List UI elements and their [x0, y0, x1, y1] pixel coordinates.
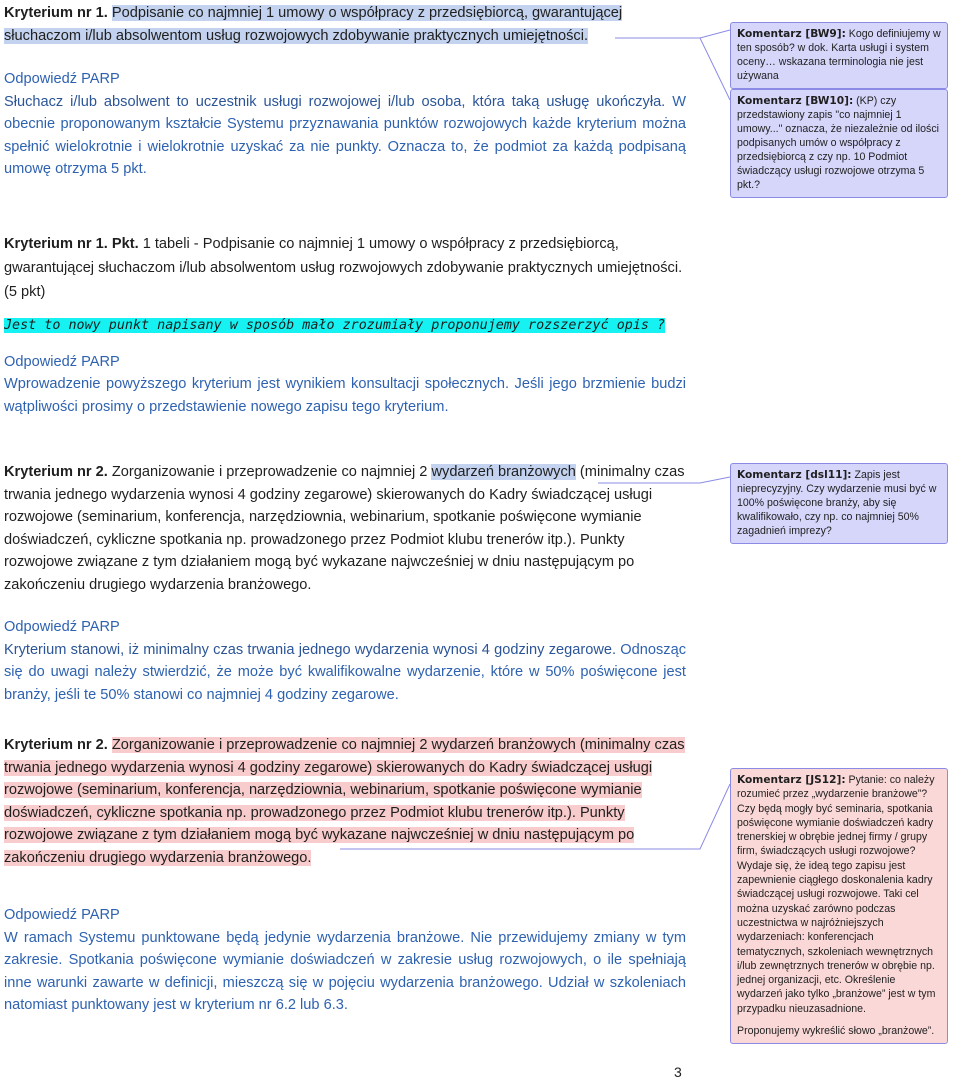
criterion-2-block: [4, 461, 686, 706]
answer-paragraph: Wprowadzenie powyższego kryterium jest wynikiem konsultacji społecznych. Jeśli jego brzmienie budzi wątpliwości prosimy o przedstawienie nowego zapisu tego kryterium.: [4, 376, 686, 415]
note-paragraph: [4, 314, 686, 338]
criterion-1-text: Podpisanie co najmniej 1 umowy o współpracy z przedsiębiorcą, gwarantującej słuchaczom i/lub absolwentom usług rozwojowych zdobywanie praktycznych umiejętności.: [4, 5, 623, 44]
page-number: 3: [674, 1064, 682, 1080]
criterion-2-highlight: wydarzeń branżowych: [431, 464, 576, 480]
comment-author: Komentarz [JS12]:: [737, 774, 846, 786]
criterion-2-repeat-block: [4, 734, 686, 1017]
comment-dsl11[interactable]: [730, 463, 948, 544]
criterion-2-repeat-paragraph: [4, 734, 686, 869]
answer-label: Odpowiedź PARP: [4, 71, 120, 87]
comment-bw10[interactable]: [730, 89, 948, 198]
criterion-2-text-b: (minimalny czas trwania jednego wydarzenia wynosi 4 godziny zegarowe) skierowanych do Kadry świadczącej usługi rozwojowe (seminarium, konferencja, narzędziownia, webinarium, spotkanie poświęcone wymianie doświadczeń, cykliczne spotkania np. prowadzonego przez Podmiot klubu trenerów itp.). Punkty rozwojowe związane z tym działaniem mogą być wykazane najwcześniej w dniu następującym po zakończeniu drugiego wydarzenia branżowego.: [4, 464, 685, 593]
answer-paragraph: W ramach Systemu punktowane będą jedynie wydarzenia branżowe. Nie przewidujemy zmiany w tym zakresie. Spotkania poświęcone wymianie doświadczeń w zakresie usług rozwojowych, o ile spełniają inne warunki zawarte w definicji, mieszczą się w pojęciu wydarzenia branżowego. Udział w szkoleniach natomiast punktowany jest w kryterium nr 6.2 lub 6.3.: [4, 929, 686, 1013]
criterion-1-point-text: 1 tabeli - Podpisanie co najmniej 1 umowy o współpracy z przedsiębiorcą, gwarantującej słuchaczom i/lub absolwentom usług rozwojowych zdobywanie praktycznych umiejętności. (5 pkt): [4, 236, 683, 300]
criterion-1-block: [4, 2, 686, 181]
comment-text: Kogo definiujemy w ten sposób? w dok. Karta usługi i system oceny… wskazana terminologia nie jest używana: [737, 28, 941, 82]
answer-part1: Słuchacz i/lub absolwent to uczestnik usługi rozwojowej i/lub osoba, która taką usługę ukończyła.: [4, 93, 666, 110]
answer-part2: Odnosząc się do uwagi należy stwierdzić, że może być kwalifikowalne wydarzenie, które w 50% poświęcone jest branży, jeśli te 50% stanowi co najmniej 4 godziny zegarowe.: [4, 641, 686, 703]
criterion-2-text-a: Zorganizowanie i przeprowadzenie co najmniej 2: [107, 464, 432, 480]
criterion-1-paragraph: [4, 2, 686, 47]
answer-paragraph: [4, 639, 686, 707]
comment-proposal: Proponujemy wykreślić słowo „branżowe”.: [737, 1025, 935, 1038]
comment-author: Komentarz [BW10]:: [737, 95, 854, 107]
comment-text: Zapis jest nieprecyzyjny. Czy wydarzenie musi być w 100% poświęcone branży, aby się kwalifikowało, czy np. co najmniej 50% zagadnień imprezy?: [737, 469, 937, 537]
criterion-2-repeat-text: Zorganizowanie i przeprowadzenie co najmniej 2 wydarzeń branżowych (minimalny czas trwania jednego wydarzenia wynosi 4 godziny zegarowe) skierowanych do Kadry świadczącej usługi rozwojowe (seminarium, konferencja, narzędziownia, webinarium, spotkanie poświęcone wymianie doświadczeń, cykliczne spotkania np. prowadzonego przez Podmiot klubu trenerów itp.). Punkty rozwojowe związane z tym działaniem mogą być wykazane najwcześniej w dniu następującym po zakończeniu drugiego wydarzenia branżowego.: [4, 737, 685, 866]
criterion-2-heading: Kryterium nr 2.: [4, 464, 108, 480]
proposal-note: Jest to nowy punkt napisany w sposób mało zrozumiały proponujemy rozszerzyć opis ?: [4, 318, 666, 333]
answer-part2: W obecnie proponowanym kształcie Systemu przyznawania punktów rozwojowych każde kryterium można spełnić wielokrotnie i wielokrotnie uzyskać za nie punkty. Oznacza to, że podmiot za każdą podpisaną umowę otrzyma 5 pkt.: [4, 93, 686, 177]
comment-text: (KP) czy przedstawiony zapis "co najmniej 1 umowy..." oznacza, że niezależnie od ilości podpisanych umów o współpracy z przedsiębiorcą z czy np. 10 Podmiot świadczący usługi rozwojowe otrzyma 5 pkt.?: [737, 95, 939, 191]
criterion-1-heading: Kryterium nr 1.: [4, 5, 108, 21]
comment-author: Komentarz [dsl11]:: [737, 469, 852, 481]
comment-text: Pytanie: co należy rozumieć przez „wydarzenie branżowe”? Czy będą mogły być seminaria, spotkania poświęcone wymianie doświadczeń kadry trenerskiej w obrębie jednej firmy / grupy firm, świadczących usługi rozwojowe? Wydaje się, że ideą tego zapisu jest zapewnienie ciągłego doskonalenia kadry świadczącej usługi rozwojowe. Taki cel można uzyskać zarówno podczas uczestnictwa w najróżniejszych wydarzeniach: konferencjach tematycznych, szkoleniach wewnętrznych i/lub zewnętrznych trenerów w obrębie np. jednej organizacji, etc. Określenie wydarzeń jako tylko „branżowe” jest w tym przypadku nieuzasadnione.: [737, 774, 936, 1015]
comment-author: Komentarz [BW9]:: [737, 28, 846, 40]
answer-label: Odpowiedź PARP: [4, 619, 120, 635]
answer-label: Odpowiedź PARP: [4, 907, 120, 923]
criterion-1-point-block: [4, 232, 686, 418]
answer-part1: Kryterium stanowi, iż minimalny czas trwania jednego wydarzenia wynosi 4 godziny zegarowe.: [4, 641, 617, 658]
criterion-2-paragraph: [4, 461, 686, 596]
answer-paragraph: [4, 91, 686, 181]
comment-js12[interactable]: [730, 768, 948, 1044]
criterion-1-point-heading: Kryterium nr 1. Pkt.: [4, 236, 139, 252]
answer-label: Odpowiedź PARP: [4, 353, 120, 370]
comment-bw9[interactable]: [730, 22, 948, 89]
criterion-1-point-paragraph: [4, 232, 686, 304]
criterion-2-repeat-heading: Kryterium nr 2.: [4, 737, 108, 753]
